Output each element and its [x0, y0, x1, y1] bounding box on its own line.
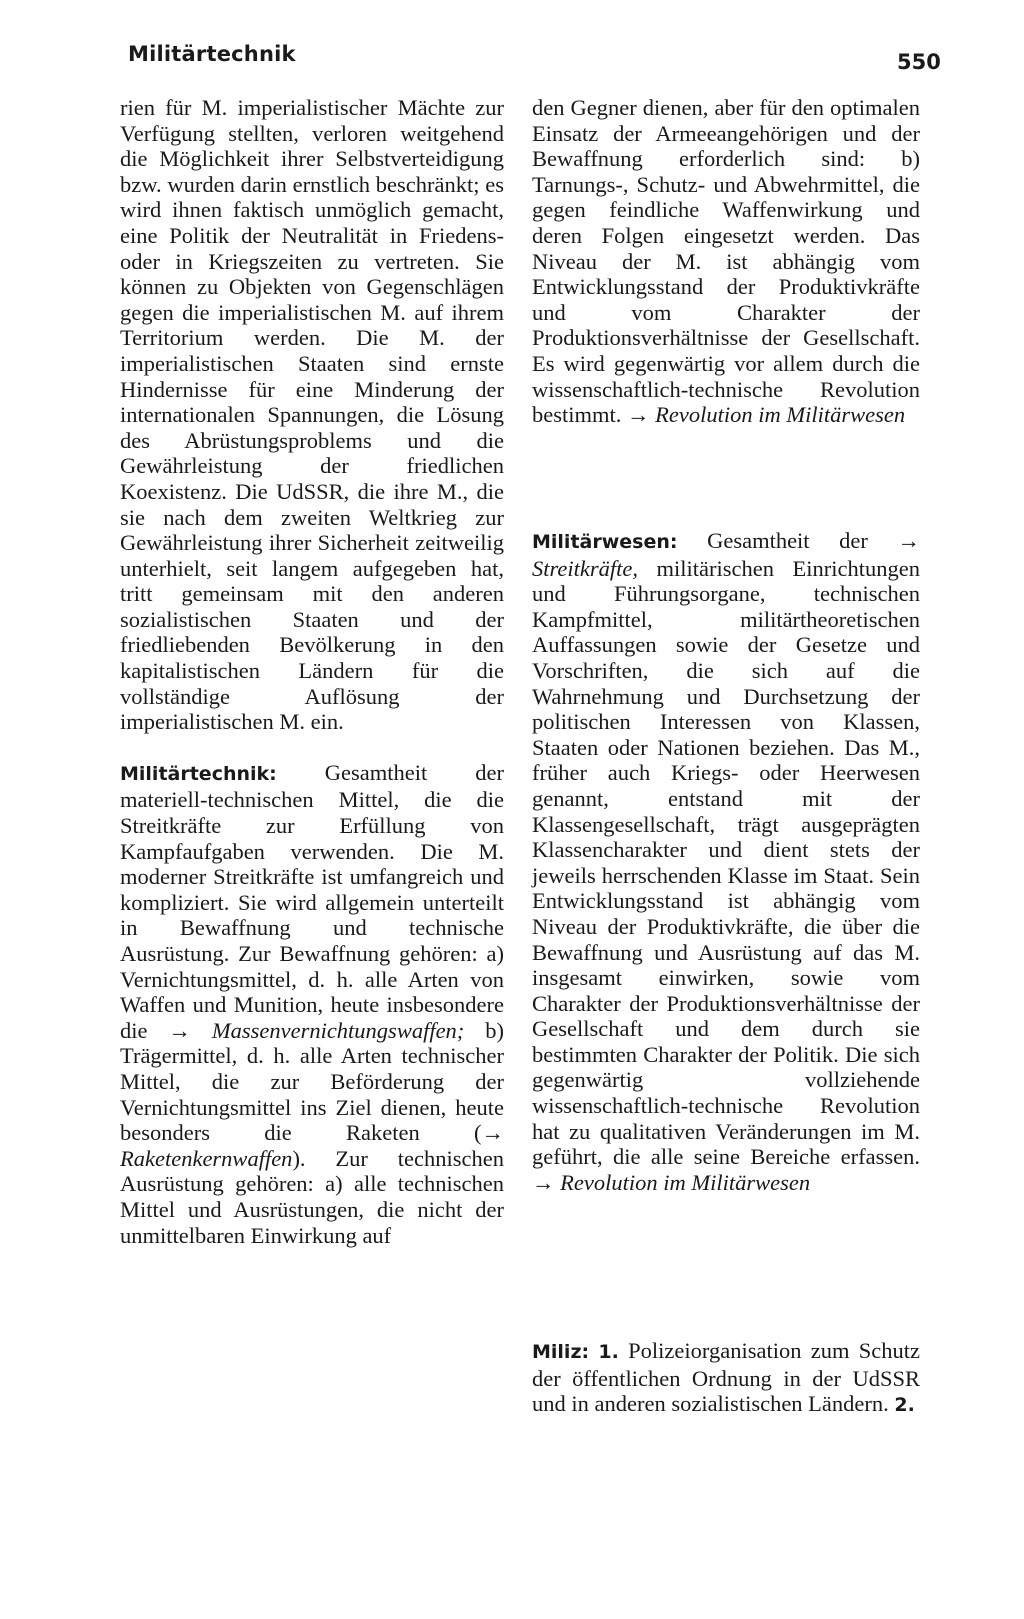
entry-gap — [120, 735, 504, 760]
entry-text: militärischen Einrichtungen und Führungsorgane, technischen Kampfmittel, militärtheoretischen Auffassungen sowie der Gesetze und Vorschriften, die sich auf die Wahrnehmung und Durchsetzung der politischen Interessen von Klassen, Staaten oder Nationen beziehen. Das M., früher auch Kriegs- oder Heerwesen genannt, entstand mit der Klassengesellschaft, trägt ausgeprägten Klassencharakter und dient stets der jeweils herrschenden Klasse im Staat. Sein Entwicklungsstand ist abhängig vom Niveau der Produktivkräfte, die über die Bewaffnung und Ausrüstung auf das M. insgesamt einwirken, sowie vom Charakter der Produktionsverhältnisse der Gesellschaft und dem durch sie bestimmten Charakter der Politik. Die sich gegenwärtig vollziehende wissenschaftlich-technische Revolution hat zu qualitativen Veränderungen im M. geführt, die alle seine Bereiche erfassen. — [532, 555, 920, 1170]
cross-reference[interactable]: → Streitkräfte, — [532, 528, 920, 581]
cross-reference[interactable]: → Massenvernichtungswaffen; — [168, 1017, 465, 1043]
running-head-title: Militärtechnik — [128, 42, 296, 66]
sense-number: 2. — [894, 1394, 915, 1417]
entry-text: Polizeiorganisation zum Schutz der öffentlichen Ordnung in der UdSSR und in anderen sozialistischen Ländern. — [532, 1338, 920, 1417]
cross-reference[interactable]: → Revolution im Militärwesen — [532, 1169, 811, 1195]
continuation-text: den Gegner dienen, aber für den optimalen Einsatz der Armeeangehörigen und der Bewaffnung erforderlich sind: b) Tarnungs-, Schutz- und Abwehrmittel, die gegen feindliche Waffenwirkung und deren Folgen eingesetzt werden. Das Niveau der M. ist abhängig vom Entwicklungsstand der Produktivkräfte und vom Charakter der Produktionsverhältnisse der Gesellschaft. Es wird gegenwärtig vor allem durch die wissenschaftlich-technische Revolution bestimmt. — [532, 95, 920, 428]
page-number: 550 — [897, 50, 941, 74]
entry-term: Militärwesen: — [532, 531, 678, 553]
continuation-text: rien für M. imperialistischer Mächte zur Verfügung stellten, verloren weitgehend die Möglichkeit ihrer Selbstverteidigung bzw. wurden darin ernstlich beschränkt; es wird ihnen faktisch unmöglich gemacht, eine Politik der Neutralität in Friedens- oder in Kriegszeiten zu vertreten. Sie können zu Objekten von Gegenschlägen gegen die imperialistischen M. auf ihrem Territorium werden. Die M. der imperialistischen Staaten sind ernste Hindernisse für eine Minderung der internationalen Spannungen, die Lösung des Abrüstungsproblems und die Gewährleistung der friedlichen Koexistenz. Die UdSSR, die ihre M., die sie nach dem zweiten Weltkrieg zur Gewährleistung ihrer Sicherheit zeitweilig unterhielt, seit langem aufgegeben hat, tritt gemeinsam mit den anderen sozialistischen Staaten und der friedliebenden Bevölkerung in den kapitalistischen Ländern für die vollständige Auflösung der imperialistischen M. ein. — [120, 95, 504, 735]
cross-reference[interactable]: → Raketenkernwaffen — [120, 1120, 504, 1171]
entry-militaerwesen — [532, 528, 920, 1195]
entry-text: b) Trägermittel, d. h. alle Arten technischer Mittel, die zur Beförderung der Vernichtungsmittel ins Ziel dienen, heute besonders die Raketen ( — [120, 1017, 504, 1146]
sense-number: 1. — [598, 1341, 619, 1363]
right-column — [532, 95, 920, 428]
left-column — [120, 95, 504, 1248]
entry-term: Miliz: — [532, 1341, 590, 1363]
entry-text: Gesamtheit der — [677, 528, 898, 553]
entry-text: Gesamtheit der materiell-technischen Mittel, die die Streitkräfte zur Erfüllung von Kampfaufgaben verwenden. Die M. moderner Streitkräfte ist umfangreich und kompliziert. Sie wird allgemein unterteilt in Bewaffnung und technische Ausrüstung. Zur Bewaffnung gehören: a) Vernichtungsmittel, d. h. alle Arten von Waffen und Munition, heute insbesondere die — [120, 759, 504, 1043]
entry-militaertechnik — [120, 760, 504, 1248]
entry-continuation — [532, 95, 920, 428]
entry-term: Militärtechnik: — [120, 762, 277, 785]
cross-reference[interactable]: → Revolution im Militärwesen — [627, 402, 906, 428]
entry-continuation — [120, 95, 504, 735]
right-column-miliz — [532, 1338, 920, 1419]
right-column-militaerwesen — [532, 528, 920, 1195]
entry-miliz — [532, 1338, 920, 1419]
entry-text: ). Zur technischen Ausrüstung gehören: a) alle technischen Mittel und Ausrüstungen, die nicht der unmittelbaren Einwirkung auf — [120, 1145, 504, 1248]
